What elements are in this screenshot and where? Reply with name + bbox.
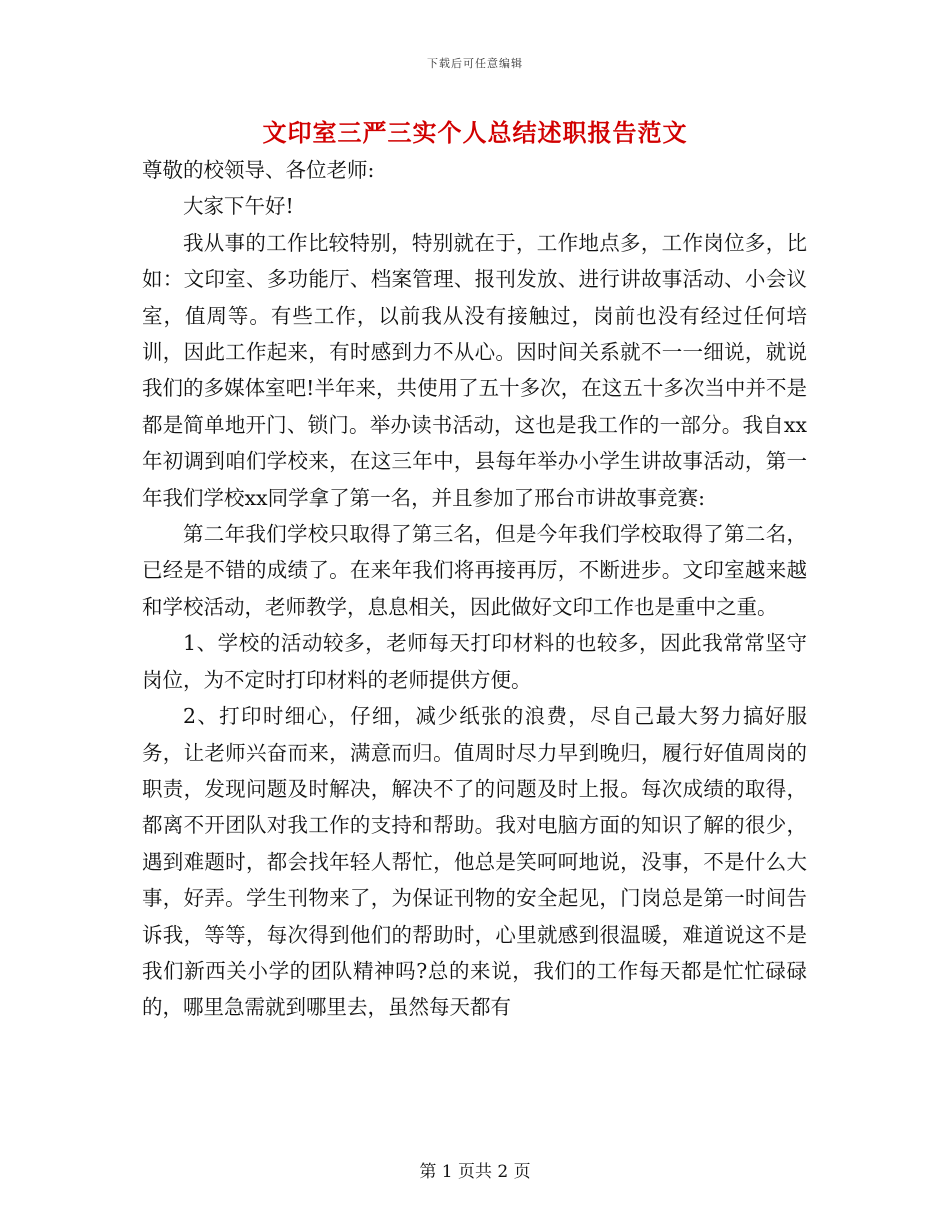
paragraph-point-1: 1、学校的活动较多，老师每天打印材料的也较多，因此我常常坚守岗位，为不定时打印材料的老师提供方便。 <box>142 631 807 692</box>
paragraph-competition-results: 第二年我们学校只取得了第三名，但是今年我们学校取得了第二名，已经是不错的成绩了。在来年我们将再接再厉，不断进步。文印室越来越和学校活动，老师教学，息息相关，因此做好文印工作也是重中之重。 <box>142 522 807 619</box>
document-body <box>142 152 807 1026</box>
paragraph-work-overview: 我从事的工作比较特别，特别就在于，工作地点多，工作岗位多，比如：文印室、多功能厅、档案管理、报刊发放、进行讲故事活动、小会议室，值周等。有些工作，以前我从没有接触过，岗前也没有经过任何培训，因此工作起来，有时感到力不从心。因时间关系就不一一细说，就说我们的多媒体室吧!半年来，共使用了五十多次，在这五十多次当中并不是都是简单地开门、锁门。举办读书活动，这也是我工作的一部分。我自xx年初调到咱们学校来，在这三年中，县每年举办小学生讲故事活动，第一年我们学校xx同学拿了第一名，并且参加了邢台市讲故事竞赛: <box>142 230 807 510</box>
header-note: 下载后可任意编辑 <box>427 57 523 70</box>
salutation: 尊敬的校领导、各位老师: <box>142 158 375 182</box>
page-footer: 第 1 页共 2 页 <box>419 1162 531 1182</box>
paragraph-point-2: 2、打印时细心，仔细，减少纸张的浪费，尽自己最大努力搞好服务，让老师兴奋而来，满意而归。值周时尽力早到晚归，履行好值周岗的职责，发现问题及时解决，解决不了的问题及时上报。每次成绩的取得，都离不开团队对我工作的支持和帮助。我对电脑方面的知识了解的很少，遇到难题时，都会找年轻人帮忙，他总是笑呵呵地说，没事，不是什么大事，好弄。学生刊物来了，为保证刊物的安全起见，门岗总是第一时间告诉我，等等，每次得到他们的帮助时，心里就感到很温暖，难道说这不是我们新西关小学的团队精神吗?总的来说，我们的工作每天都是忙忙碌碌的，哪里急需就到哪里去，虽然每天都有 <box>142 704 807 1020</box>
paragraph-greeting: 大家下午好! <box>183 194 294 219</box>
document-title: 文印室三严三实个人总结述职报告范文 <box>262 118 688 147</box>
